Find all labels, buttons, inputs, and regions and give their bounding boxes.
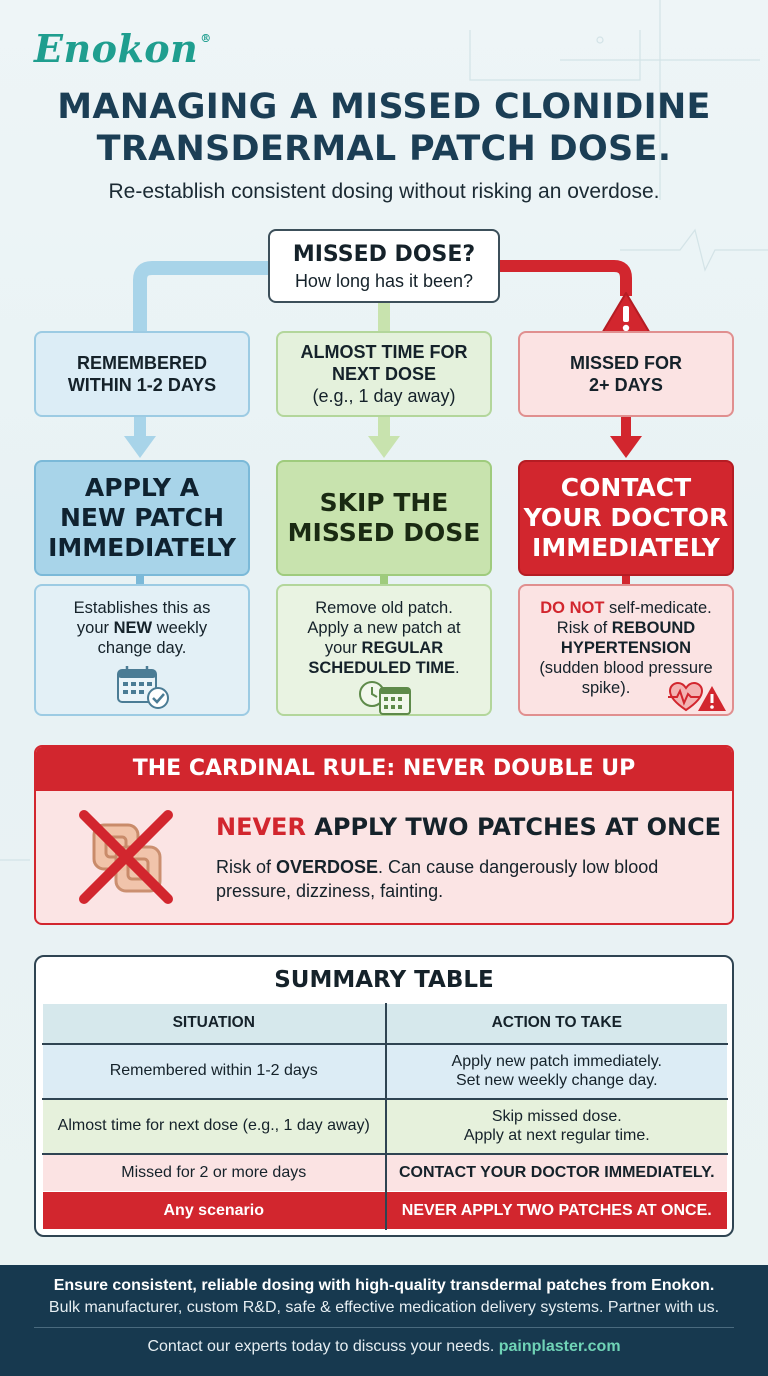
detail-emphasis: NEW bbox=[113, 619, 153, 637]
website-link[interactable]: painplaster.com bbox=[498, 1338, 621, 1355]
condition-line: REMEMBERED bbox=[76, 353, 207, 373]
cardinal-rule-heading: THE CARDINAL RULE: NEVER DOUBLE UP bbox=[36, 747, 732, 791]
cardinal-rule-panel bbox=[34, 745, 734, 925]
action-line: YOUR DOCTOR bbox=[523, 503, 729, 532]
footer-headline: Ensure consistent, reliable dosing with high-quality transdermal patches from Enokon. bbox=[53, 1277, 715, 1294]
summary-table-title: SUMMARY TABLE bbox=[274, 967, 494, 993]
detail-text: your bbox=[76, 619, 114, 637]
detail-text: spike). bbox=[581, 679, 631, 697]
action-line: MISSED DOSE bbox=[287, 518, 481, 547]
heartbeat-warning-icon bbox=[668, 682, 728, 714]
table-row bbox=[43, 1192, 728, 1230]
rule-overdose: OVERDOSE bbox=[276, 857, 379, 877]
blue-connector bbox=[140, 268, 268, 331]
detail-warning: DO NOT bbox=[540, 599, 605, 617]
action-apply-new-patch bbox=[34, 460, 250, 576]
footer-tagline: Bulk manufacturer, custom R&D, safe & effective medication delivery systems. Partner with us. bbox=[48, 1299, 720, 1316]
detail-line: Apply a new patch at bbox=[307, 619, 461, 637]
rule-main-text: APPLY TWO PATCHES AT ONCE bbox=[305, 813, 722, 841]
rule-text: Risk of bbox=[216, 857, 277, 877]
detail-text: self-medicate. bbox=[604, 599, 712, 617]
detail-text: Risk of bbox=[556, 619, 612, 637]
detail-emphasis: SCHEDULED TIME bbox=[308, 659, 456, 677]
action-line: IMMEDIATELY bbox=[48, 533, 236, 562]
action-cell: CONTACT YOUR DOCTOR IMMEDIATELY. bbox=[386, 1154, 728, 1192]
green-arrow-head bbox=[368, 436, 400, 458]
detail-text: weekly bbox=[152, 619, 208, 637]
condition-line: 2+ DAYS bbox=[589, 375, 663, 395]
missed-dose-question bbox=[268, 229, 500, 303]
detail-new-change-day bbox=[34, 584, 250, 716]
action-line: Apply new patch immediately. bbox=[451, 1053, 662, 1070]
action-cell bbox=[386, 1044, 728, 1099]
condition-line: WITHIN 1-2 DAYS bbox=[67, 375, 217, 395]
detail-line: Establishes this as bbox=[73, 599, 211, 617]
calendar-check-icon bbox=[116, 664, 172, 710]
detail-text: . bbox=[455, 659, 460, 677]
table-header-row bbox=[43, 1004, 728, 1044]
action-line: IMMEDIATELY bbox=[532, 533, 720, 562]
red-arrow-head bbox=[610, 436, 642, 458]
detail-text: your bbox=[324, 639, 362, 657]
page-title-line-1: MANAGING A MISSED CLONIDINE bbox=[57, 87, 711, 127]
detail-rebound-hypertension bbox=[518, 584, 734, 716]
column-header: SITUATION bbox=[43, 1004, 386, 1044]
condition-almost-next-dose bbox=[276, 331, 492, 417]
detail-line: change day. bbox=[97, 639, 187, 657]
detail-line bbox=[36, 618, 248, 638]
condition-within-1-2-days bbox=[34, 331, 250, 417]
condition-line: NEXT DOSE bbox=[331, 364, 437, 384]
summary-table bbox=[42, 1003, 728, 1230]
detail-line bbox=[520, 618, 732, 638]
detail-line: (sudden blood pressure bbox=[539, 659, 713, 677]
rule-text: . Can cause dangerously low blood pressure, dizziness, fainting. bbox=[216, 857, 659, 901]
cardinal-rule-explanation bbox=[216, 855, 716, 903]
action-skip-missed-dose bbox=[276, 460, 492, 576]
detail-line bbox=[520, 638, 732, 658]
action-line: APPLY A bbox=[84, 473, 200, 502]
page-subtitle: Re-establish consistent dosing without risking an overdose. bbox=[108, 180, 660, 203]
clock-calendar-icon bbox=[356, 680, 414, 716]
detail-emphasis: REGULAR bbox=[361, 639, 444, 657]
situation-cell: Remembered within 1-2 days bbox=[43, 1044, 386, 1099]
action-line: NEW PATCH bbox=[59, 503, 225, 532]
blue-arrow-head bbox=[124, 436, 156, 458]
action-line: Set new weekly change day. bbox=[455, 1072, 658, 1089]
page-title-line-2: TRANSDERMAL PATCH DOSE. bbox=[96, 129, 672, 169]
detail-line: Remove old patch. bbox=[315, 599, 453, 617]
action-line: Apply at next regular time. bbox=[463, 1127, 650, 1144]
footer-divider bbox=[34, 1327, 734, 1328]
action-line: CONTACT bbox=[560, 473, 692, 502]
situation-cell: Any scenario bbox=[43, 1192, 386, 1230]
situation-cell: Almost time for next dose (e.g., 1 day away) bbox=[43, 1099, 386, 1154]
detail-line bbox=[278, 638, 490, 658]
cardinal-rule-statement bbox=[216, 813, 721, 841]
detail-line bbox=[278, 658, 490, 678]
action-cell: NEVER APPLY TWO PATCHES AT ONCE. bbox=[386, 1192, 728, 1230]
situation-cell: Missed for 2 or more days bbox=[43, 1154, 386, 1192]
detail-regular-time bbox=[276, 584, 492, 716]
footer-contact bbox=[0, 1338, 768, 1356]
column-header: ACTION TO TAKE bbox=[386, 1004, 728, 1044]
crossed-patches-icon bbox=[76, 807, 176, 907]
detail-emphasis: HYPERTENSION bbox=[560, 639, 692, 657]
brand-name: Enokon bbox=[34, 26, 199, 71]
condition-line: ALMOST TIME FOR bbox=[300, 342, 468, 362]
question-subtitle: How long has it been? bbox=[294, 271, 474, 291]
condition-missed-2-plus-days bbox=[518, 331, 734, 417]
table-row bbox=[43, 1099, 728, 1154]
footer-contact-text: Contact our experts today to discuss your needs. bbox=[147, 1338, 499, 1355]
brand-logo bbox=[34, 26, 212, 71]
rule-never: NEVER bbox=[216, 813, 306, 841]
action-line: SKIP THE bbox=[319, 488, 449, 517]
condition-line: MISSED FOR bbox=[569, 353, 682, 373]
detail-emphasis: REBOUND bbox=[611, 619, 696, 637]
summary-table-panel bbox=[34, 955, 734, 1237]
table-row bbox=[43, 1044, 728, 1099]
action-cell bbox=[386, 1099, 728, 1154]
action-line: Skip missed dose. bbox=[491, 1108, 622, 1125]
footer bbox=[0, 1265, 768, 1376]
page-title bbox=[0, 86, 768, 170]
table-row bbox=[43, 1154, 728, 1192]
question-title: MISSED DOSE? bbox=[292, 242, 476, 267]
registered-mark: ® bbox=[200, 32, 212, 45]
action-contact-doctor bbox=[518, 460, 734, 576]
condition-line: (e.g., 1 day away) bbox=[312, 386, 456, 406]
detail-line bbox=[520, 598, 732, 618]
